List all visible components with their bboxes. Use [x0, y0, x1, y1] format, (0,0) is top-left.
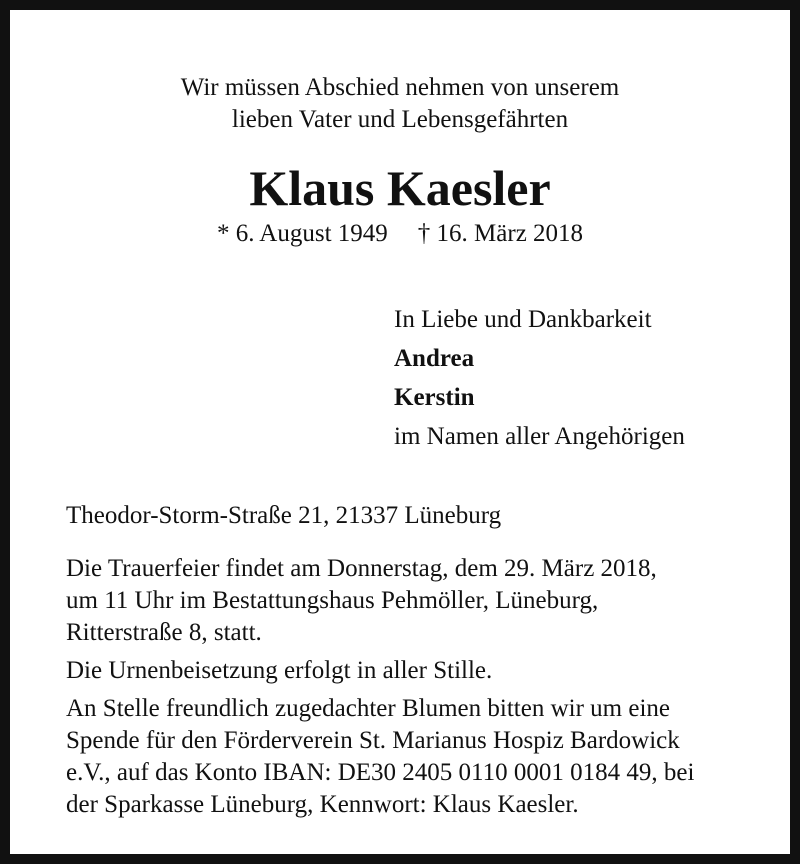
donation-line-1: An Stelle freundlich zugedachter Blumen bitten wir um eine [66, 695, 670, 722]
signer-name: Kerstin [394, 384, 475, 411]
donation-line-2: Spende für den Förderverein St. Marianus Hospiz Bardowick [66, 727, 680, 754]
ceremony-line-3: Ritterstraße 8, statt. [66, 619, 262, 646]
signers-closing: im Namen aller Angehörigen [394, 423, 685, 450]
notice-body [66, 553, 746, 827]
intro-text [10, 72, 790, 136]
birth-date: * 6. August 1949 [216, 220, 388, 247]
signers-block [394, 300, 685, 456]
ceremony-line-1: Die Trauerfeier findet am Donnerstag, dem 29. März 2018, [66, 555, 657, 582]
donation-paragraph [66, 693, 746, 821]
death-date: † 16. März 2018 [417, 220, 584, 247]
family-address: Theodor-Storm-Straße 21, 21337 Lüneburg [66, 502, 502, 529]
ceremony-line-2: um 11 Uhr im Bestattungshaus Pehmöller, Lüneburg, [66, 587, 599, 614]
deceased-name: Klaus Kaesler [249, 160, 551, 216]
ceremony-paragraph [66, 553, 746, 649]
donation-line-3: e.V., auf das Konto IBAN: DE30 2405 0110 0001 0184 49, bei [66, 759, 695, 786]
signers-opening: In Liebe und Dankbarkeit [394, 306, 652, 333]
signer-name: Andrea [394, 345, 475, 372]
intro-line-2: lieben Vater und Lebensgefährten [231, 106, 569, 133]
life-dates [10, 218, 790, 250]
burial-paragraph: Die Urnenbeisetzung erfolgt in aller Stille. [66, 657, 493, 684]
intro-line-1: Wir müssen Abschied nehmen von unserem [180, 74, 620, 101]
donation-line-4: der Sparkasse Lüneburg, Kennwort: Klaus Kaesler. [66, 791, 579, 818]
